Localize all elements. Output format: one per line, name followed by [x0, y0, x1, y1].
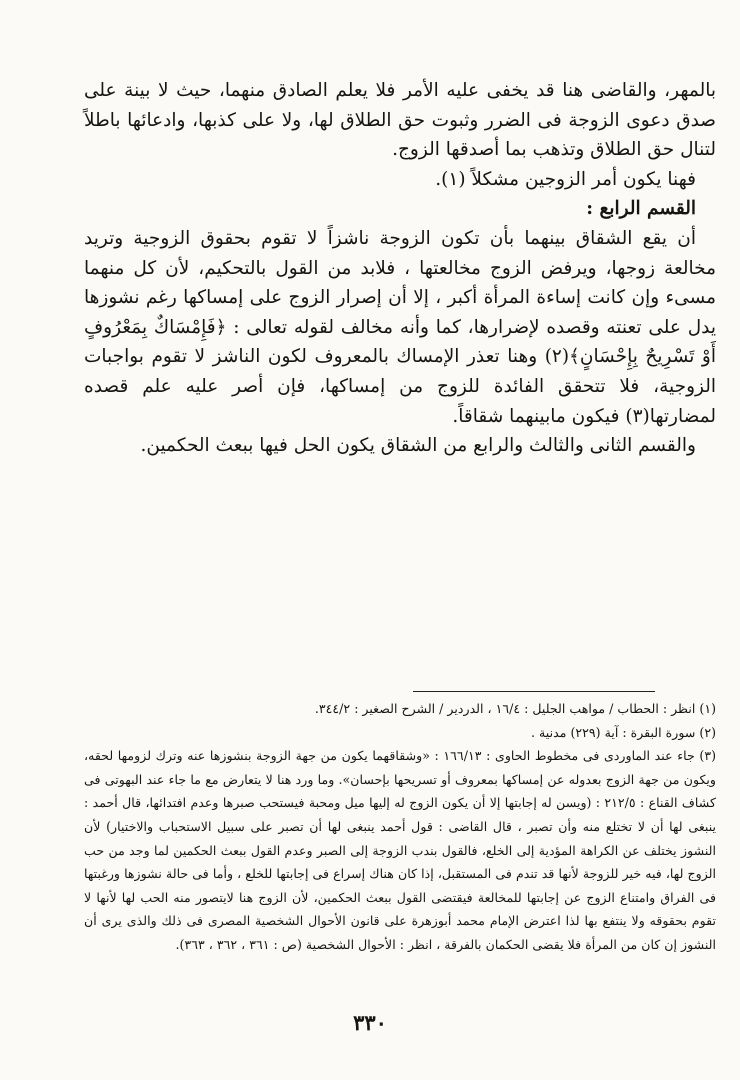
main-text — [84, 76, 716, 461]
section-heading-fourth-part: القسم الرابع : — [586, 198, 696, 220]
footnotes — [84, 697, 716, 957]
page-number: ٣٣٠ — [353, 1010, 387, 1035]
footnote-divider — [413, 691, 655, 692]
paragraph-problematic-case: فهنا يكون أمر الزوجين مشكلاً (١). — [435, 168, 696, 190]
paragraph-fourth-part-body: أن يقع الشقاق بينهما بأن تكون الزوجة ناشزاً لا تقوم بحقوق الزوجية وتريد مخالعة زوجها، ويرفض الزوج مخالعتها ، فلابد من القول بالتحكيم، لأن كل منهما مسىء وإن كانت إساءة المرأة أكبر ، إلا أن إصرار الزوج على إمساكها رغم نشوزها يدل على تعنته وقصده لإضرارها، كما وأنه مخالف لقوله تعالى : ﴿فَإِمْسَاكٌ بِمَعْرُوفٍ أَوْ تَسْرِيحٌ بِإِحْسَانٍ﴾(٢) وهنا تعذر الإمساك بالمعروف لكون الناشز لا تقوم بواجبات الزوجية، فلا تتحقق الفائدة للزوج من إمساكها، فإن أصر عليه علم قصده لمضارتها(٣) فيكون مابينهما شقاقاً. — [84, 227, 716, 427]
footnote-1: (١) انظر : الحطاب / مواهب الجليل : ١٦/٤ ، الدردير / الشرح الصغير : ٣٤٤/٢. — [314, 701, 716, 716]
footnote-3: (٣) جاء عند الماوردى فى مخطوط الحاوى : ١٦٦/١٣ : «وشقاقهما يكون من جهة الزوجة بنشوزها عنه وترك لزومها لحقه، ويكون من جهة الزوج بعدوله عن إمساكها بمعروف أو تسريحها بإحسان». وما ورد هنا لا يتعارض مع ما جاء عند البهوتى فى كشاف القناع : ٢١٢/٥ : (ويسن له إجابتها إلا أن يكون الزوج له إليها ميل ومحبة فيستحب صبرها وعدم افتدائها، قال أحمد : ينبغى لها أن لا تختلع منه وأن تصبر ، قال القاضى : قول أحمد ينبغى لها أن تصبر على سبيل الاستحباب والاختيار) لأن النشوز يختلف عن الكراهة المؤدية إلى الخلع، فالقول بندب الزوجة إلى الصبر وعدم القول ببعث الحكمين لما وجد من حب الزوج لها، فيه خير للزوجة لأنها قد تندم فى المستقبل، إذا كان هناك إسراع فى إجابتها للخلع ، وأما فى حالة نشوزها ورغبتها فى الفراق وامتناع الزوج عن إجابتها للمخالعة فيقتضى القول ببعث الحكمين، لأن الزوج هنا لايتصور منه الحب لها لأنها لا تقوم بحقوقه ولا ينتفع بها لذا اعترض الإمام محمد أبوزهرة على قانون الأحوال الشخصية المصرى فى ذلك والذى يرى أن النشوز إن كان من المرأة فلا يقضى الحكمان بالفرقة ، انظر : الأحوال الشخصية (ص : ٣٦١ ، ٣٦٢ ، ٣٦٣). — [84, 748, 716, 952]
paragraph-dower-dispute: بالمهر، والقاضى هنا قد يخفى عليه الأمر فلا يعلم الصادق منهما، حيث لا بينة على صدق دعوى الزوجة فى الضرر وثبوت حق الطلاق لها، ولا على كذبها، وادعائها باطلاً لتنال حق الطلاق وتذهب بما أصدقها الزوج. — [84, 80, 716, 161]
footnote-2: (٢) سورة البقرة : آية (٢٢٩) مدنية . — [531, 724, 716, 740]
paragraph-conclusion-arbitrators: والقسم الثانى والثالث والرابع من الشقاق يكون الحل فيها ببعث الحكمين. — [140, 435, 696, 457]
